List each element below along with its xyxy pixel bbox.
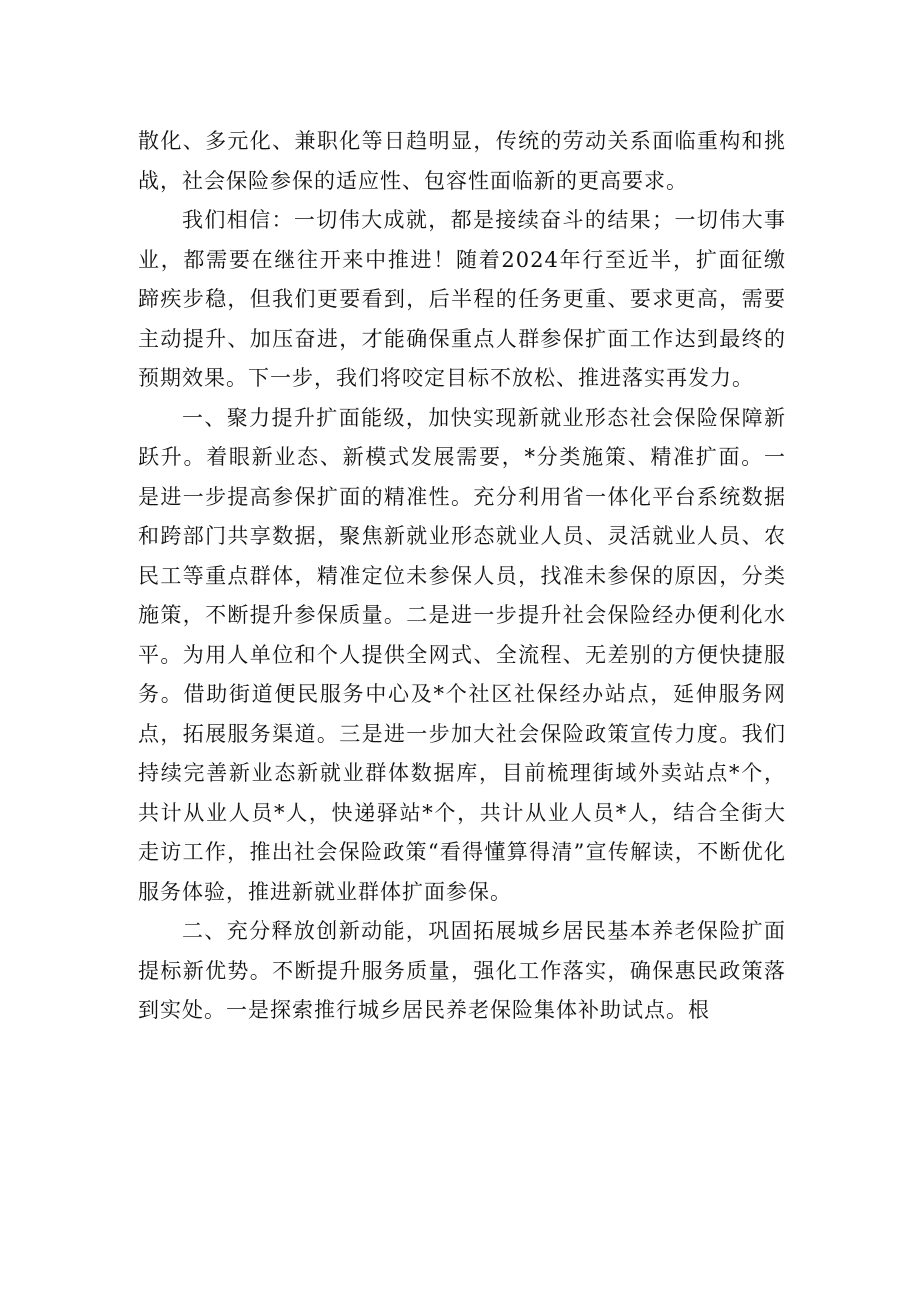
paragraph-belief: 我们相信：一切伟大成就，都是接续奋斗的结果；一切伟大事业，都需要在继往开来中推进！随着2024年行至近半，扩面征缴蹄疾步稳，但我们更要看到，后半程的任务更重、要求更高，需要主动提升、加压奋进，才能确保重点人群参保扩面工作达到最终的预期效果。下一步，我们将咬定目标不放松、推进落实再发力。 xyxy=(138,208,786,390)
document-body xyxy=(138,122,786,1031)
paragraph-section-one: 一、聚力提升扩面能级，加快实现新就业形态社会保险保障新跃升。着眼新业态、新模式发展需要，*分类施策、精准扩面。一是进一步提高参保扩面的精准性。充分利用省一体化平台系统数据和跨部门共享数据，聚焦新就业形态就业人员、灵活就业人员、农民工等重点群体，精准定位未参保人员，找准未参保的原因，分类施策，不断提升参保质量。二是进一步提升社会保险经办便利化水平。为用人单位和个人提供全网式、全流程、无差别的方便快捷服务。借助街道便民服务中心及*个社区社保经办站点，延伸服务网点，拓展服务渠道。三是进一步加大社会保险政策宣传力度。我们持续完善新业态新就业群体数据库，目前梳理街域外卖站点*个，共计从业人员*人，快递驿站*个，共计从业人员*人，结合全街大走访工作，推出社会保险政策“看得懂算得清”宣传解读，不断优化服务体验，推进新就业群体扩面参保。 xyxy=(138,405,786,904)
paragraph-section-two: 二、充分释放创新动能，巩固拓展城乡居民基本养老保险扩面提标新优势。不断提升服务质量，强化工作落实，确保惠民政策落到实处。一是探索推行城乡居民养老保险集体补助试点。根 xyxy=(138,919,786,1022)
paragraph-continuation: 散化、多元化、兼职化等日趋明显，传统的劳动关系面临重构和挑战，社会保险参保的适应性、包容性面临新的更高要求。 xyxy=(138,129,786,193)
